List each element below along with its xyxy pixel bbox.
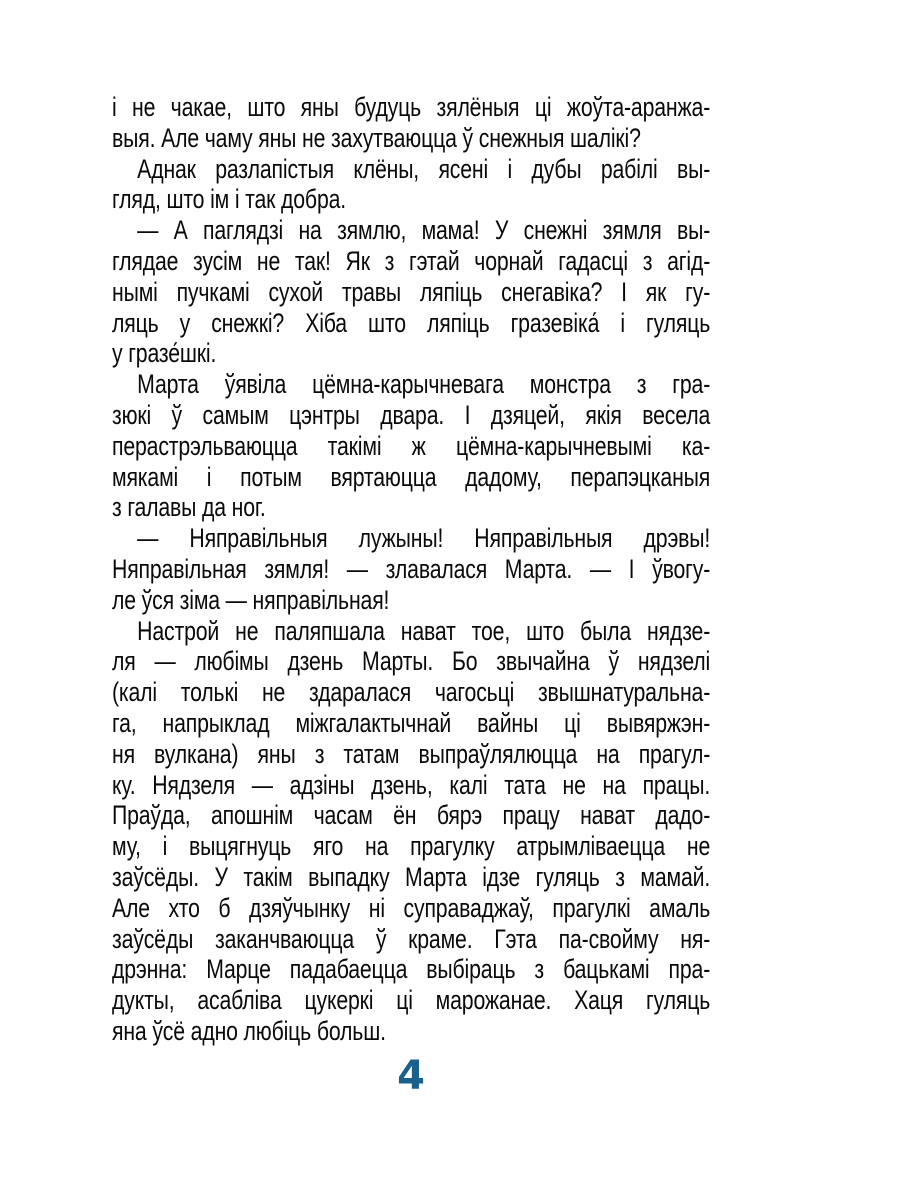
text-line: нымі пучкамі сухой травы ляпіць снегавіка? І як гу- xyxy=(112,276,711,307)
paragraph xyxy=(112,215,710,369)
text-line: — Няправільныя лужыны! Няправільныя дрэвы! xyxy=(137,523,711,554)
text-line: Праўда, апошнім часам ён бярэ працу нават дадо- xyxy=(112,800,711,831)
text-line: глядае зусім не так! Як з гэтай чорнай гадасці з агід- xyxy=(112,245,711,276)
text-line: мякамі і потым вяртаюцца дадому, перапэцканыя xyxy=(112,461,711,492)
text-line: з галавы да ног. xyxy=(112,492,266,523)
text-line: заўсёды заканчваюцца ў краме. Гэта па-свойму ня- xyxy=(112,923,711,954)
text-line: (калі толькі не здаралася чагосьці звышнатуральна- xyxy=(112,677,711,708)
text-line: выя. Але чаму яны не захутваюцца ў снежныя шалікі? xyxy=(112,122,641,153)
text-line: ляць у снежкі? Хіба што ляпіць гразевіка́ і гуляць xyxy=(112,307,711,338)
paragraph xyxy=(112,523,710,615)
text-line: гляд, што ім і так добра. xyxy=(112,184,347,215)
text-line: ля — любімы дзень Марты. Бо звычайна ў нядзелі xyxy=(112,646,711,677)
paragraph xyxy=(112,154,710,216)
text-line: зюкі ў самым цэнтры двара. І дзяцей, якія весела xyxy=(112,399,711,430)
text-line: перастрэльваюцца такімі ж цёмна-карычневымі ка- xyxy=(112,430,711,461)
text-line: — А паглядзі на зямлю, мама! У снежні зямля вы- xyxy=(137,215,711,246)
text-line: ку. Нядзеля — адзіны дзень, калі тата не на працы. xyxy=(112,769,711,800)
text-line: Марта ўявіла цёмна-карычневага монстра з гра- xyxy=(137,369,711,400)
text-line: заўсёды. У такім выпадку Марта ідзе гуляць з мамай. xyxy=(112,861,711,892)
text-line: яна ўсё адно любіць больш. xyxy=(112,1015,386,1046)
page-number: 4 xyxy=(397,1053,425,1099)
paragraph xyxy=(112,92,710,154)
text-line: му, і выцягнуць яго на прагулку атрымліваецца не xyxy=(112,831,711,862)
text-line: га, напрыклад міжгалактычнай вайны ці вывяржэн- xyxy=(112,707,711,738)
text-line: ня вулкана) яны з татам выпраўлялюцца на прагул- xyxy=(112,738,711,769)
paragraph xyxy=(112,616,710,1047)
text-line: у гразе́шкі. xyxy=(112,338,217,369)
text-line: Але хто б дзяўчынку ні суправаджаў, прагулкі амаль xyxy=(112,892,711,923)
text-line: дукты, асабліва цукеркі ці марожанае. Хаця гуляць xyxy=(112,985,711,1016)
text-line: Няправільная зямля! — злавалася Марта. — І ўвогу- xyxy=(112,553,711,584)
paragraph xyxy=(112,369,710,523)
text-column xyxy=(112,92,710,1047)
text-line: і не чакае, што яны будуць зялёныя ці жоўта-аранжа- xyxy=(112,92,711,122)
text-line: ле ўся зіма — няправільная! xyxy=(112,584,390,615)
text-line: дрэнна: Марце падабаецца выбіраць з бацькамі пра- xyxy=(112,954,711,985)
text-line: Настрой не паляпшала нават тое, што была нядзе- xyxy=(137,615,711,646)
text-line: Аднак разлапістыя клёны, ясені і дубы рабілі вы- xyxy=(137,153,711,184)
